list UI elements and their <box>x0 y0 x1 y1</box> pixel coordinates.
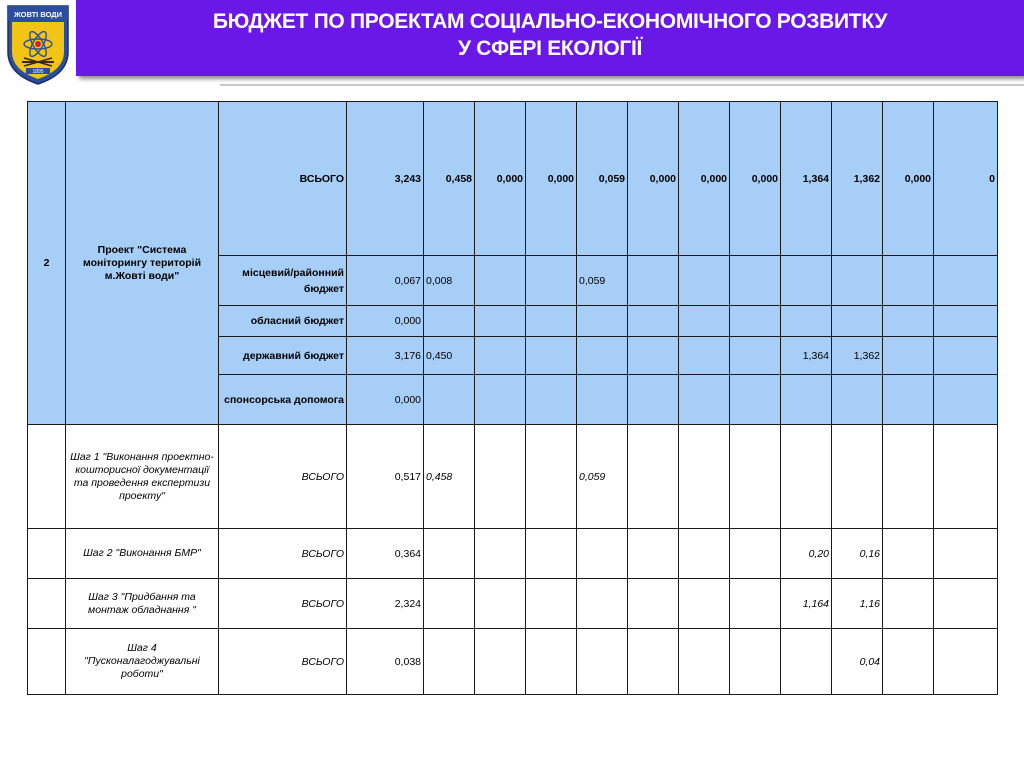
cell-value <box>934 425 998 529</box>
cell-value <box>628 629 679 695</box>
cell-value: 1,362 <box>832 337 883 375</box>
title-banner <box>76 0 1024 76</box>
cell-value <box>475 256 526 306</box>
project-name: Проект "Система моніторингу територій м.Жовті води" <box>66 102 219 425</box>
cell-value <box>628 529 679 579</box>
cell-value: 0,000 <box>347 375 424 425</box>
funding-source: ВСЬОГО <box>219 102 347 256</box>
cell-value <box>781 256 832 306</box>
step-source: ВСЬОГО <box>219 579 347 629</box>
cell-value: 0,008 <box>424 256 475 306</box>
cell-value: 0,16 <box>832 529 883 579</box>
cell-value: 3,243 <box>347 102 424 256</box>
funding-source: державний бюджет <box>219 337 347 375</box>
cell-value <box>526 629 577 695</box>
cell-value <box>424 306 475 337</box>
cell-value: 0 <box>934 102 998 256</box>
cell-value <box>781 425 832 529</box>
cell-value: 1,364 <box>781 337 832 375</box>
budget-table <box>27 101 998 695</box>
funding-source: місцевий/районний бюджет <box>219 256 347 306</box>
step-number-cell <box>28 629 66 695</box>
cell-value <box>526 579 577 629</box>
step-number-cell <box>28 579 66 629</box>
cell-value <box>730 425 781 529</box>
cell-value <box>832 425 883 529</box>
cell-value: 0,059 <box>577 102 628 256</box>
cell-value <box>781 375 832 425</box>
cell-value: 0,458 <box>424 102 475 256</box>
cell-value <box>730 529 781 579</box>
cell-value <box>832 375 883 425</box>
cell-value <box>628 306 679 337</box>
cell-value: 0,000 <box>679 102 730 256</box>
cell-value: 0,000 <box>475 102 526 256</box>
project-number: 2 <box>28 102 66 425</box>
coat-of-arms-icon <box>0 0 76 88</box>
cell-value: 2,324 <box>347 579 424 629</box>
cell-value: 1,164 <box>781 579 832 629</box>
cell-value <box>577 579 628 629</box>
step-row <box>28 425 998 529</box>
cell-value <box>679 306 730 337</box>
cell-value <box>934 529 998 579</box>
cell-value: 3,176 <box>347 337 424 375</box>
step-source: ВСЬОГО <box>219 529 347 579</box>
cell-value <box>832 256 883 306</box>
cell-value <box>424 529 475 579</box>
cell-value <box>883 375 934 425</box>
cell-value <box>934 337 998 375</box>
cell-value: 0,000 <box>730 102 781 256</box>
cell-value: 0,067 <box>347 256 424 306</box>
cell-value <box>679 529 730 579</box>
cell-value: 0,000 <box>347 306 424 337</box>
cell-value <box>475 337 526 375</box>
cell-value <box>424 629 475 695</box>
funding-source: спонсорська допомога <box>219 375 347 425</box>
step-name: Шаг 3 "Придбання та монтаж обладнання " <box>66 579 219 629</box>
cell-value <box>424 375 475 425</box>
cell-value: 1,16 <box>832 579 883 629</box>
cell-value: 0,059 <box>577 425 628 529</box>
cell-value: 0,04 <box>832 629 883 695</box>
cell-value <box>730 579 781 629</box>
project-total-row <box>28 102 998 256</box>
cell-value: 1,362 <box>832 102 883 256</box>
cell-value <box>424 579 475 629</box>
cell-value <box>577 337 628 375</box>
step-source: ВСЬОГО <box>219 629 347 695</box>
cell-value <box>475 425 526 529</box>
cell-value <box>628 256 679 306</box>
cell-value <box>526 529 577 579</box>
cell-value: 1,364 <box>781 102 832 256</box>
cell-value <box>883 579 934 629</box>
step-row <box>28 529 998 579</box>
cell-value <box>628 425 679 529</box>
cell-value <box>577 529 628 579</box>
cell-value <box>679 375 730 425</box>
cell-value <box>679 629 730 695</box>
cell-value <box>781 629 832 695</box>
cell-value <box>730 629 781 695</box>
step-row <box>28 629 998 695</box>
page-title-line-2: У СФЕРІ ЕКОЛОГІЇ <box>457 37 643 60</box>
cell-value <box>526 425 577 529</box>
cell-value <box>679 579 730 629</box>
cell-value <box>934 375 998 425</box>
header-divider <box>220 84 1024 86</box>
step-row <box>28 579 998 629</box>
cell-value <box>934 579 998 629</box>
step-name: Шаг 1 "Виконання проектно-кошторисної документації та проведення експертизи проекту" <box>66 425 219 529</box>
cell-value: 0,000 <box>883 102 934 256</box>
cell-value <box>577 375 628 425</box>
cell-value <box>730 337 781 375</box>
cell-value: 0,000 <box>628 102 679 256</box>
cell-value <box>475 529 526 579</box>
cell-value <box>883 629 934 695</box>
cell-value <box>526 337 577 375</box>
cell-value <box>883 306 934 337</box>
cell-value <box>577 306 628 337</box>
cell-value <box>526 306 577 337</box>
step-name: Шаг 4 "Пусконалагоджувальні роботи" <box>66 629 219 695</box>
cell-value <box>679 256 730 306</box>
cell-value: 0,450 <box>424 337 475 375</box>
city-coat-of-arms-logo <box>0 0 76 88</box>
cell-value <box>730 306 781 337</box>
page-title-line-1: БЮДЖЕТ ПО ПРОЕКТАМ СОЦІАЛЬНО-ЕКОНОМІЧНОГО РОЗВИТКУ <box>212 10 888 33</box>
cell-value <box>934 306 998 337</box>
step-number-cell <box>28 529 66 579</box>
cell-value: 0,059 <box>577 256 628 306</box>
cell-value <box>883 425 934 529</box>
cell-value <box>883 256 934 306</box>
cell-value <box>628 337 679 375</box>
cell-value <box>628 375 679 425</box>
cell-value: 0,20 <box>781 529 832 579</box>
cell-value <box>832 306 883 337</box>
step-number-cell <box>28 425 66 529</box>
cell-value <box>679 337 730 375</box>
step-source: ВСЬОГО <box>219 425 347 529</box>
cell-value <box>883 337 934 375</box>
cell-value: 0,038 <box>347 629 424 695</box>
cell-value <box>628 579 679 629</box>
cell-value <box>475 375 526 425</box>
cell-value <box>679 425 730 529</box>
cell-value <box>883 529 934 579</box>
cell-value <box>475 579 526 629</box>
cell-value <box>781 306 832 337</box>
cell-value <box>730 256 781 306</box>
cell-value <box>475 629 526 695</box>
cell-value: 0,458 <box>424 425 475 529</box>
svg-text:1895: 1895 <box>32 69 44 75</box>
cell-value: 0,517 <box>347 425 424 529</box>
cell-value: 0,364 <box>347 529 424 579</box>
cell-value <box>730 375 781 425</box>
svg-text:ЖОВТІ ВОДИ: ЖОВТІ ВОДИ <box>13 10 63 19</box>
cell-value <box>577 629 628 695</box>
cell-value <box>934 629 998 695</box>
cell-value: 0,000 <box>526 102 577 256</box>
cell-value <box>475 306 526 337</box>
funding-source: обласний бюджет <box>219 306 347 337</box>
cell-value <box>526 375 577 425</box>
cell-value <box>526 256 577 306</box>
step-name: Шаг 2 "Виконання БМР" <box>66 529 219 579</box>
cell-value <box>934 256 998 306</box>
